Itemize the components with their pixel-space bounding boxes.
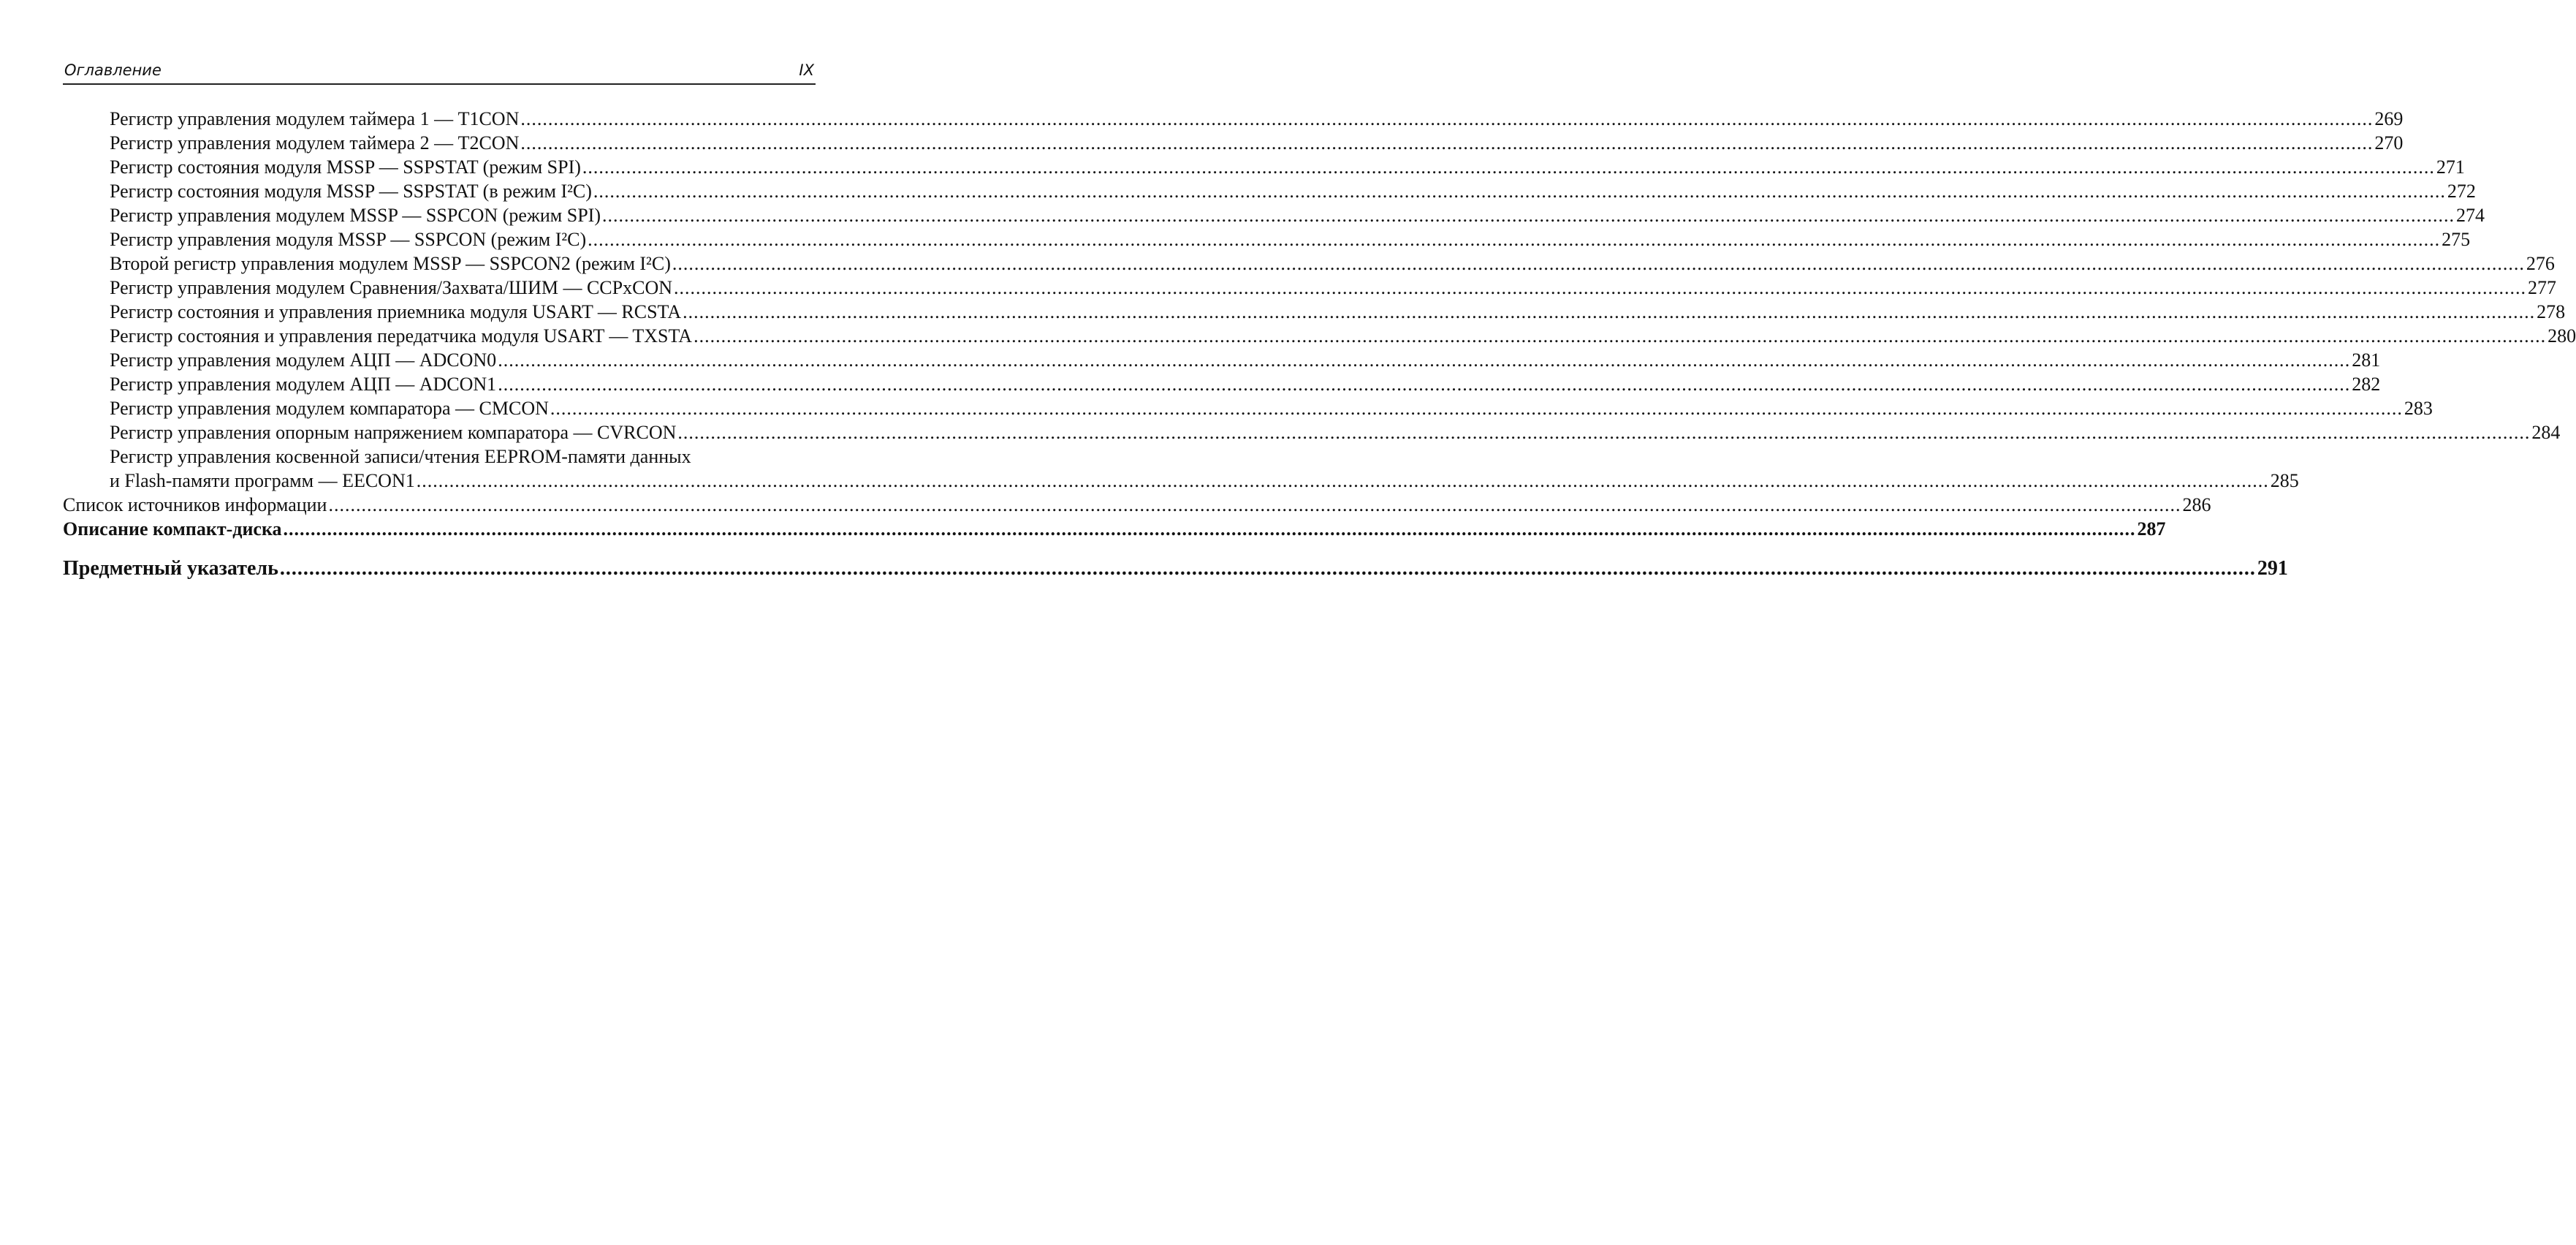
toc-entry-page: 276 <box>2526 253 2555 274</box>
toc-entry-title: Описание компакт-диска <box>63 518 282 540</box>
toc-entry-page: 275 <box>2442 229 2471 250</box>
toc-leader-dots <box>672 251 2525 276</box>
toc-entry-page: 284 <box>2531 422 2561 443</box>
toc-entry-page: 269 <box>2374 108 2404 129</box>
toc-leader-dots <box>280 554 2256 583</box>
toc-leader-dots <box>498 348 2350 372</box>
toc-entry-title: Регистр управления модулем АЦП — ADCON0 <box>110 349 497 371</box>
toc-entry-title: Регистр управления модулем таймера 2 — T2CON <box>110 132 520 154</box>
toc-leader-dots <box>694 324 2546 348</box>
toc-entry <box>63 276 2556 300</box>
toc-leader-dots <box>550 396 2403 420</box>
toc-entry <box>63 203 2485 227</box>
toc-entry <box>63 155 2465 179</box>
toc-leader-dots <box>328 493 2181 517</box>
toc-entry-title: Регистр управления модулем компаратора — CMCON <box>110 398 549 419</box>
toc-entry-page: 278 <box>2537 301 2566 322</box>
toc-entry-title: Второй регистр управления модулем MSSP — SSPCON2 (режим I²C) <box>110 253 671 274</box>
toc-entry-page: 283 <box>2404 398 2433 419</box>
toc-entry-title: Регистр управления модулем таймера 1 — T1CON <box>110 108 520 129</box>
toc-entry-title: Регистр состояния модуля MSSP — SSPSTAT (режим SPI) <box>110 156 581 178</box>
toc-entry-cd <box>63 517 2166 541</box>
toc-entry-page: 291 <box>2257 557 2288 580</box>
toc-leader-dots <box>677 420 2530 444</box>
toc-entry-index <box>63 554 2288 583</box>
toc-leader-dots <box>520 131 2373 155</box>
toc-entry-title: Список источников информации <box>63 494 327 515</box>
toc-entry-title-line2: и Flash-памяти программ — EECON1 <box>110 470 415 491</box>
table-of-contents <box>63 107 2576 583</box>
toc-leader-dots <box>582 155 2435 179</box>
header-title: Оглавление <box>64 61 162 79</box>
toc-entry-title: Регистр состояния модуля MSSP — SSPSTAT (в режим I²C) <box>110 181 592 202</box>
toc-entry-title: Регистр состояния и управления приемника модуля USART — RCSTA <box>110 301 682 322</box>
toc-entry-sources <box>63 493 2211 517</box>
toc-entry <box>63 420 2561 444</box>
header-page-number: IX <box>799 61 814 79</box>
toc-leader-dots <box>588 227 2440 251</box>
toc-entry-title: Регистр управления опорным напряжением компаратора — CVRCON <box>110 422 677 443</box>
toc-entry <box>63 227 2471 251</box>
toc-leader-dots <box>498 372 2350 396</box>
toc-leader-dots <box>683 300 2535 324</box>
toc-entry-page: 270 <box>2374 132 2404 154</box>
toc-entry-title: Предметный указатель <box>63 557 278 580</box>
toc-entry-page: 281 <box>2352 349 2381 371</box>
toc-entry-title: Регистр управления модулем АЦП — ADCON1 <box>110 374 497 395</box>
toc-leader-dots <box>417 469 2269 493</box>
toc-leader-dots <box>674 276 2526 300</box>
toc-entry-page: 271 <box>2436 156 2465 178</box>
toc-entry <box>63 179 2476 203</box>
toc-entry <box>63 469 2299 493</box>
toc-entry-title-line1: Регистр управления косвенной записи/чтения EEPROM-памяти данных <box>110 446 691 467</box>
toc-leader-dots <box>602 203 2455 227</box>
toc-entry <box>63 324 2576 348</box>
toc-entry-page: 277 <box>2528 277 2556 298</box>
toc-entry <box>63 396 2433 420</box>
toc-entry <box>63 348 2381 372</box>
toc-entry <box>63 372 2381 396</box>
toc-entry-page: 282 <box>2352 374 2381 395</box>
toc-entry-title: Регистр управления модуля MSSP — SSPCON (режим I²C) <box>110 229 587 250</box>
toc-entry <box>63 251 2555 276</box>
toc-entry-page: 274 <box>2455 205 2485 226</box>
toc-entry-title: Регистр управления модулем Сравнения/Захвата/ШИМ — CCPxCON <box>110 277 672 298</box>
toc-leader-dots <box>520 107 2373 131</box>
toc-entry-page: 285 <box>2270 470 2299 491</box>
toc-entry <box>63 131 2404 155</box>
toc-entry <box>63 107 2404 131</box>
toc-entry-title: Регистр состояния и управления передатчика модуля USART — TXSTA <box>110 325 693 347</box>
toc-entry-page: 287 <box>2137 518 2166 540</box>
running-header <box>63 58 816 85</box>
toc-entry-page: 280 <box>2547 325 2576 347</box>
toc-entry <box>63 300 2566 324</box>
toc-entry-title: Регистр управления модулем MSSP — SSPCON (режим SPI) <box>110 205 601 226</box>
toc-leader-dots <box>284 517 2136 541</box>
toc-entry-page: 272 <box>2447 181 2476 202</box>
toc-leader-dots <box>593 179 2446 203</box>
toc-entry-page: 286 <box>2182 494 2211 515</box>
